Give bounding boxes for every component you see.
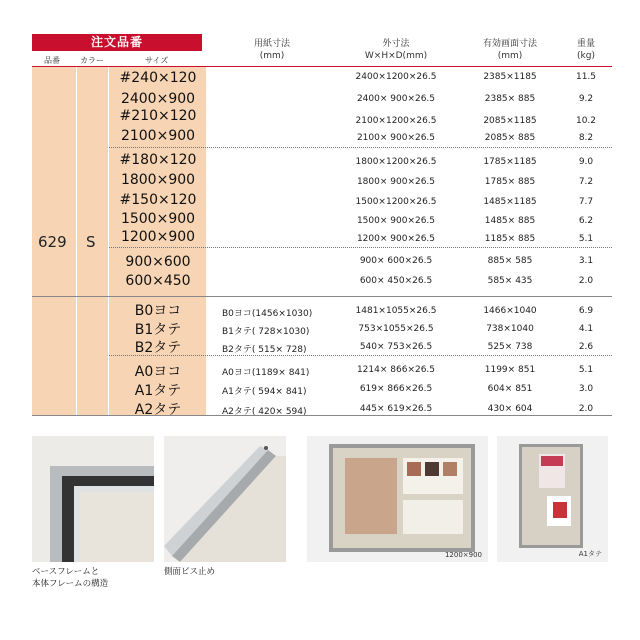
row-outer-size: 600× 450×26.5 bbox=[359, 276, 433, 286]
row-size: B2タテ bbox=[134, 340, 182, 356]
row-effective-size: 1785×1185 bbox=[483, 157, 537, 167]
row-effective-size: 1466×1040 bbox=[483, 306, 537, 316]
row-size: #240×120 bbox=[119, 70, 197, 86]
row-size: 1800×900 bbox=[120, 172, 196, 188]
row-size: 1500×900 bbox=[120, 211, 196, 227]
row-outer-size: 1481×1055×26.5 bbox=[355, 306, 437, 316]
row-effective-size: 1485× 885 bbox=[484, 216, 536, 226]
board-1200x900-photo bbox=[307, 436, 488, 562]
row-size: #150×120 bbox=[119, 192, 197, 208]
row-outer-size: 1500×1200×26.5 bbox=[355, 197, 437, 207]
row-size: 900×600 bbox=[125, 254, 191, 270]
part-number: 629 bbox=[38, 233, 67, 251]
photo3-caption: 1200×900 bbox=[444, 551, 482, 559]
row-paper-size: B2タテ( 515× 728) bbox=[222, 345, 307, 355]
photo2-caption: 側面ビス止め bbox=[164, 567, 216, 577]
row-outer-size: 900× 600×26.5 bbox=[359, 256, 433, 266]
photo1-caption: ベースフレームと 本体フレームの構造 bbox=[32, 567, 109, 589]
side-frame-image bbox=[164, 436, 286, 562]
board-a1-image bbox=[497, 436, 608, 562]
group-separator bbox=[109, 247, 612, 248]
row-outer-size: 2400× 900×26.5 bbox=[356, 94, 436, 104]
row-outer-size: 445× 619×26.5 bbox=[359, 404, 433, 414]
row-effective-size: 2085× 885 bbox=[484, 133, 536, 143]
row-effective-size: 2085×1185 bbox=[483, 116, 537, 126]
color-label: カラー bbox=[80, 56, 104, 65]
row-weight: 7.7 bbox=[578, 197, 594, 207]
row-weight: 3.1 bbox=[578, 256, 594, 266]
row-weight: 2.0 bbox=[578, 404, 594, 414]
row-outer-size: 619× 866×26.5 bbox=[359, 384, 433, 394]
row-weight: 4.1 bbox=[578, 324, 594, 334]
row-outer-size: 540× 753×26.5 bbox=[359, 342, 433, 352]
row-effective-size: 604× 851 bbox=[487, 384, 533, 394]
row-outer-size: 2100×1200×26.5 bbox=[355, 116, 437, 126]
row-outer-size: 753×1055×26.5 bbox=[358, 324, 434, 334]
part-number-label: 品番 bbox=[44, 56, 60, 65]
weight-header: 重量 (kg) bbox=[576, 39, 595, 61]
row-weight: 9.0 bbox=[578, 157, 594, 167]
row-size: B1タテ bbox=[134, 322, 182, 338]
board-example-image bbox=[307, 436, 488, 562]
row-outer-size: 2400×1200×26.5 bbox=[355, 72, 437, 82]
group-separator bbox=[32, 296, 612, 297]
outer-size-header: 外寸法 W×H×D(mm) bbox=[364, 39, 428, 61]
row-weight: 2.6 bbox=[578, 342, 594, 352]
row-size: #180×120 bbox=[119, 152, 197, 168]
row-outer-size: 1800×1200×26.5 bbox=[355, 157, 437, 167]
row-weight: 5.1 bbox=[578, 365, 594, 375]
row-size: #210×120 bbox=[119, 108, 197, 124]
row-outer-size: 1200× 900×26.5 bbox=[356, 234, 436, 244]
row-size: 1200×900 bbox=[120, 229, 196, 245]
row-size: 2400×900 bbox=[120, 91, 196, 107]
row-effective-size: 430× 604 bbox=[487, 404, 533, 414]
row-weight: 5.1 bbox=[578, 234, 594, 244]
row-paper-size: A1タテ( 594× 841) bbox=[222, 387, 307, 397]
row-weight: 3.0 bbox=[578, 384, 594, 394]
row-outer-size: 1214× 866×26.5 bbox=[356, 365, 436, 375]
photo4-caption: A1タテ bbox=[578, 550, 602, 558]
row-effective-size: 2385× 885 bbox=[484, 94, 536, 104]
row-weight: 2.0 bbox=[578, 276, 594, 286]
row-effective-size: 585× 435 bbox=[487, 276, 533, 286]
order-number-header: 注文品番 bbox=[32, 34, 202, 51]
frame-structure-photo bbox=[32, 436, 154, 562]
row-effective-size: 1199× 851 bbox=[484, 365, 536, 375]
row-size: 600×450 bbox=[125, 273, 191, 289]
row-weight: 11.5 bbox=[575, 72, 597, 82]
row-effective-size: 525× 738 bbox=[487, 342, 533, 352]
row-effective-size: 2385×1185 bbox=[483, 72, 537, 82]
row-weight: 10.2 bbox=[575, 116, 597, 126]
row-effective-size: 738×1040 bbox=[486, 324, 534, 334]
row-paper-size: B1タテ( 728×1030) bbox=[222, 327, 310, 337]
color-code: S bbox=[86, 233, 96, 251]
size-label: サイズ bbox=[145, 56, 169, 65]
frame-corner-image bbox=[32, 436, 154, 562]
row-effective-size: 885× 585 bbox=[487, 256, 533, 266]
row-weight: 9.2 bbox=[578, 94, 594, 104]
row-size: B0ヨコ bbox=[134, 303, 182, 319]
row-paper-size: B0ヨコ(1456×1030) bbox=[222, 309, 313, 319]
row-weight: 6.9 bbox=[578, 306, 594, 316]
row-size: A1タテ bbox=[134, 383, 182, 399]
row-size: 2100×900 bbox=[120, 128, 196, 144]
row-paper-size: A2タテ( 420× 594) bbox=[222, 407, 307, 417]
row-effective-size: 1785× 885 bbox=[484, 177, 536, 187]
effective-size-header: 有効画面寸法 (mm) bbox=[482, 39, 537, 61]
row-weight: 6.2 bbox=[578, 216, 594, 226]
row-outer-size: 1500× 900×26.5 bbox=[356, 216, 436, 226]
row-size: A0ヨコ bbox=[134, 364, 182, 380]
group-separator bbox=[109, 147, 612, 148]
row-effective-size: 1485×1185 bbox=[483, 197, 537, 207]
row-weight: 8.2 bbox=[578, 133, 594, 143]
row-effective-size: 1185× 885 bbox=[484, 234, 536, 244]
board-a1-photo bbox=[497, 436, 608, 562]
row-weight: 7.2 bbox=[578, 177, 594, 187]
row-outer-size: 2100× 900×26.5 bbox=[356, 133, 436, 143]
row-paper-size: A0ヨコ(1189× 841) bbox=[222, 368, 310, 378]
row-outer-size: 1800× 900×26.5 bbox=[356, 177, 436, 187]
row-size: A2タテ bbox=[134, 402, 182, 418]
side-screw-photo bbox=[164, 436, 286, 562]
paper-size-header: 用紙寸法 (mm) bbox=[253, 39, 290, 61]
